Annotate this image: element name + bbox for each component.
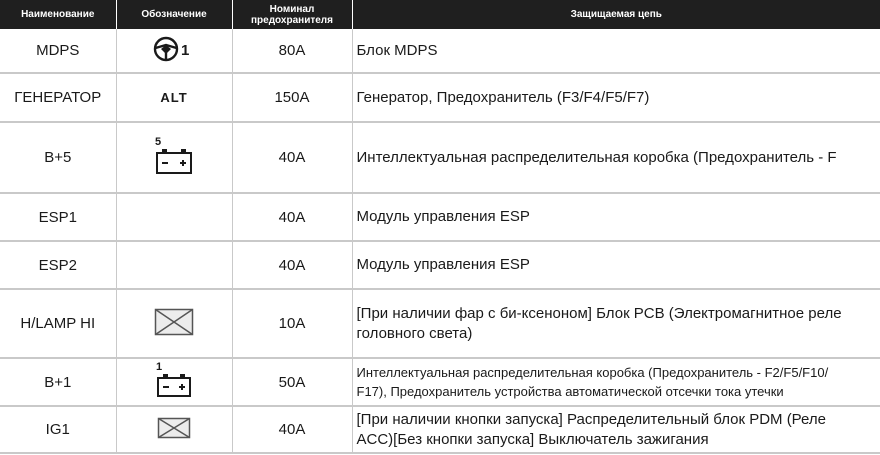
fuse-symbol xyxy=(116,193,232,241)
fuse-rating: 40A xyxy=(232,193,352,241)
alt-label: ALT xyxy=(160,90,188,105)
fuse-rating: 150A xyxy=(232,73,352,122)
circuit-line: Модуль управления ESP xyxy=(356,256,530,273)
fuse-circuit xyxy=(352,73,880,122)
table-row xyxy=(0,406,880,453)
table-row xyxy=(0,241,880,289)
fuse-name: ГЕНЕРАТОР xyxy=(0,73,116,122)
circuit-line: головного света) xyxy=(356,324,473,342)
fuse-rating: 40A xyxy=(232,241,352,289)
circuit-line: Генератор, Предохранитель (F3/F4/F5/F7) xyxy=(356,88,650,106)
fuse-name: MDPS xyxy=(0,29,116,73)
fuse-name: H/LAMP HI xyxy=(0,289,116,358)
circuit-line: F17), Предохранитель устройства автоматической отсечки тока утечки xyxy=(356,384,784,399)
table-row xyxy=(0,358,880,406)
fuse-name: B+1 xyxy=(0,358,116,406)
fuse-symbol xyxy=(116,29,232,73)
symbol-number: 1 xyxy=(156,361,163,373)
fuse-name: ESP1 xyxy=(0,193,116,241)
battery-icon xyxy=(152,360,196,400)
fuse-circuit xyxy=(352,29,880,73)
header-rating: Номинал предохранителя xyxy=(232,0,352,29)
circuit-line: ACC)[Без кнопки запуска] Выключатель зажигания xyxy=(356,430,709,448)
fuse-rating: 40A xyxy=(232,406,352,453)
relay-box-icon xyxy=(154,308,194,336)
fuse-rating: 10A xyxy=(232,289,352,358)
fuse-circuit xyxy=(352,406,880,453)
fuse-name: IG1 xyxy=(0,406,116,453)
fuse-symbol xyxy=(116,358,232,406)
circuit-line: Интеллектуальная распределительная коробка (Предохранитель - F2/F5/F10/ xyxy=(356,365,829,380)
fuse-rating: 80A xyxy=(232,29,352,73)
table-row xyxy=(0,29,880,73)
relay-box-icon xyxy=(157,417,191,439)
symbol-number: 5 xyxy=(155,135,162,148)
header-name: Наименование xyxy=(0,0,116,29)
fuse-circuit xyxy=(352,122,880,193)
fuse-name: ESP2 xyxy=(0,241,116,289)
table-row xyxy=(0,289,880,358)
steering-wheel-icon xyxy=(151,34,197,64)
circuit-line: Интеллектуальная распределительная коробка (Предохранитель - F xyxy=(356,148,837,166)
circuit-line: [При наличии фар с би-ксеноном] Блок PCB (Электромагнитное реле xyxy=(356,304,842,322)
fuse-symbol xyxy=(116,406,232,453)
table-row xyxy=(0,122,880,193)
fuse-symbol xyxy=(116,241,232,289)
fuse-symbol xyxy=(116,122,232,193)
fuse-rating: 50A xyxy=(232,358,352,406)
fuse-circuit xyxy=(352,241,880,289)
header-circuit: Защищаемая цепь xyxy=(352,0,880,29)
table-header-row xyxy=(0,0,880,29)
table-row xyxy=(0,193,880,241)
fuse-symbol xyxy=(116,73,232,122)
fuse-name: B+5 xyxy=(0,122,116,193)
table-row xyxy=(0,73,880,122)
circuit-line: Блок MDPS xyxy=(356,41,438,59)
symbol-number: 1 xyxy=(181,41,190,59)
fuse-symbol xyxy=(116,289,232,358)
fuse-circuit xyxy=(352,289,880,358)
circuit-line: Модуль управления ESP xyxy=(356,208,530,225)
battery-icon xyxy=(150,134,198,178)
header-symbol: Обозначение xyxy=(116,0,232,29)
fuse-circuit xyxy=(352,193,880,241)
circuit-line: [При наличии кнопки запуска] Распределительный блок PDM (Реле xyxy=(356,410,826,428)
fuse-circuit xyxy=(352,358,880,406)
fuse-rating: 40A xyxy=(232,122,352,193)
